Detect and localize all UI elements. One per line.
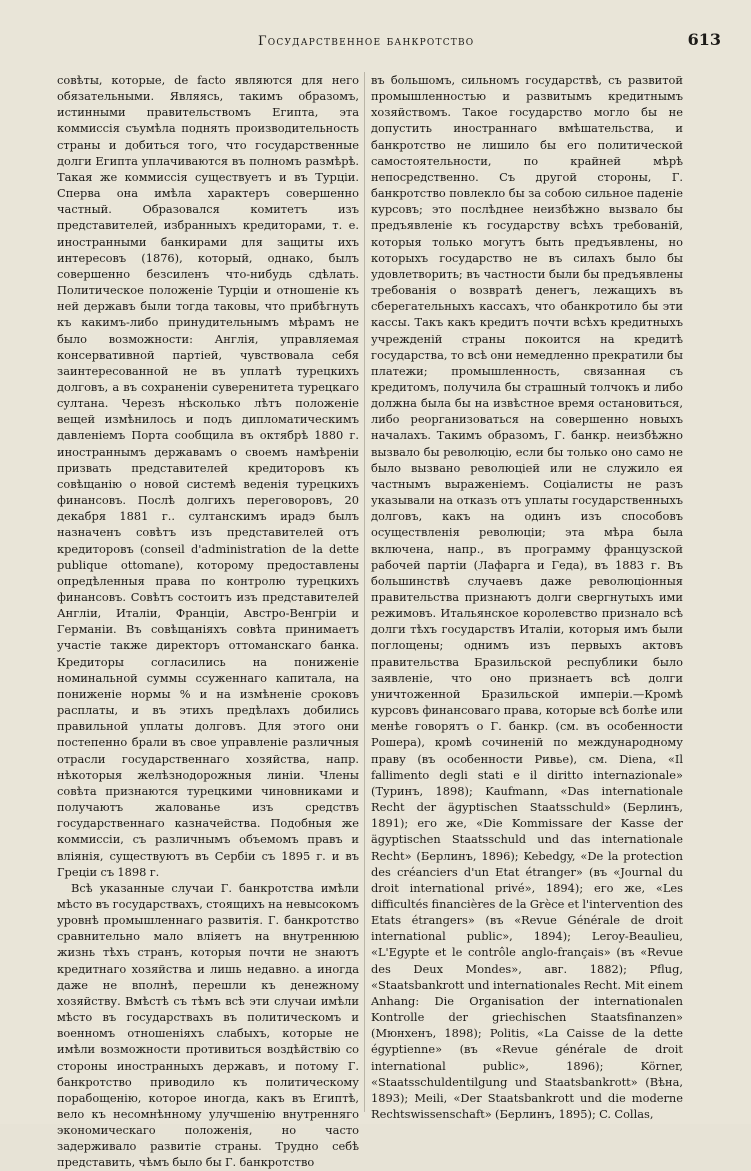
left-column (57, 72, 359, 1171)
left-paragraph-2: Всѣ указанные случаи Г. банкротства имѣли мѣсто въ государствахъ, стоящихъ на невысокомъ уровнѣ промышленнаго развитія. Г. банкротство сравнительно мало вліяетъ на внутреннюю жизнь тѣхъ странъ, которыя почти не знаютъ кредитнаго хозяйства и лишь недавно. а иногда даже не вполнѣ, перешли къ денежному хозяйству. Вмѣстѣ съ тѣмъ всѣ эти случаи имѣли мѣсто въ государствахъ въ политическомъ и военномъ отношеніяхъ слабыхъ, которые не имѣли возможности противиться воздѣйствію со стороны иностранныхъ державъ, и потому Г. банкротство приводило къ политическому порабощенію, которое иногда, какъ въ Египтѣ, вело къ несомнѣнному улучшенію внутренняго экономическаго положенія, но часто задерживало развитіе страны. Трудно себѣ представить, чѣмъ было бы Г. банкротство (57, 880, 359, 1170)
right-column (371, 72, 683, 1122)
left-paragraph-1: совѣты, которые, de facto являются для него обязательными. Являясь, такимъ образомъ, истинными правительствомъ Египта, эта коммиссія съумѣла поднять производительность страны и добиться того, что государственные долги Египта уплачиваются въ полномъ размѣрѣ. Такая же коммиссія существуетъ и въ Турціи. Сперва она имѣла характеръ совершенно частный. Образовался комитетъ изъ представителей, избранныхъ кредиторами, т. е. иностранными банкирами для защиты ихъ интересовъ (1876), который, однако, былъ совершенно безсиленъ что-нибудь сдѣлать. Политическое положеніе Турціи и отношеніе къ ней державъ были тогда таковы, что прибѣгнуть къ какимъ-либо принудительнымъ мѣрамъ не было возможности: Англія, управляемая консервативной партіей, чувствовала себя заинтересованной не въ уплатѣ турецкихъ долговъ, а въ сохраненіи суверенитета турецкаго султана. Черезъ нѣсколько лѣтъ положеніе вещей измѣнилось и подъ дипломатическимъ давленіемъ Порта сообщила въ октябрѣ 1880 г. иностраннымъ державамъ о своемъ намѣреніи призвать представителей кредиторовъ къ совѣщанію о новой системѣ веденія турецкихъ финансовъ. Послѣ долгихъ переговоровъ, 20 декабря 1881 г.. султанскимъ ирадэ былъ назначенъ совѣтъ изъ представителей отъ кредиторовъ (conseil d'administration de la dette publique ottomane), которому предоставлены опредѣленныя права по контролю турецкихъ финансовъ. Совѣтъ состоитъ изъ представителей Англіи, Италіи, Франціи, Австро-Венгріи и Германіи. Въ совѣщаніяхъ совѣта принимаетъ участіе также директоръ оттоманскаго банка. Кредиторы согласились на пониженіе номинальной суммы ссуженнаго капитала, на пониженіе нормы % и на измѣненіе сроковъ расплаты, и въ этихъ предѣлахъ добились правильной уплаты долговъ. Для этого они постепенно брали въ свое управленіе различныя отрасли государственнаго хозяйства, напр. нѣкоторыя желѣзнодорожныя линіи. Члены совѣта признаются турецкими чиновниками и получаютъ жалованье изъ средствъ государственнаго казначейства. Подобныя же коммиссіи, съ различнымъ объемомъ правъ и вліянія, существуютъ въ Сербіи съ 1895 г. и въ Греціи съ 1898 г. (57, 73, 359, 879)
running-title: Государственное банкротство (258, 34, 475, 49)
running-header (0, 14, 751, 49)
page-number: 613 (687, 30, 721, 49)
right-paragraph-1: въ большомъ, сильномъ государствѣ, съ развитой промышленностью и развитымъ кредитнымъ хозяйствомъ. Такое государство могло бы не допустить иностраннаго вмѣшательства, и банкротство не лишило бы его политической самостоятельности, по крайней мѣрѣ непосредственно. Съ другой стороны, Г. банкротство повлекло бы за собою сильное паденіе курсовъ; это послѣднее неизбѣжно вызвало бы предъявленіе къ государству всѣхъ требованій, которыя только могутъ быть предъявлены, но которыхъ государство не въ силахъ было бы удовлетворить; въ частности были бы предъявлены требованія о возвратѣ денегъ, лежащихъ въ сберегательныхъ кассахъ, что обанкротило бы эти кассы. Такъ какъ кредитъ почти всѣхъ кредитныхъ учрежденій страны покоится на кредитѣ государства, то всѣ они немедленно прекратили бы платежи; промышленность, связанная съ кредитомъ, получила бы страшный толчокъ и либо должна была бы на извѣстное время остановиться, либо реорганизоваться на совершенно новыхъ началахъ. Такимъ образомъ, Г. банкр. неизбѣжно вызвало бы революцію, если бы только оно само не было вызвано революціей или не служило ея частнымъ выраженіемъ. Соціалисты не разъ указывали на отказъ отъ уплаты государственныхъ долговъ, какъ на одинъ изъ способовъ осуществленія революціи; эта мѣра была включена, напр., въ программу французской рабочей партіи (Лафарга и Геда), въ 1883 г. Въ большинствѣ случаевъ даже революціонныя правительства признаютъ долги свергнутыхъ ими режимовъ. Итальянское королевство признало всѣ долги тѣхъ государствъ Италіи, которыя имъ были поглощены; однимъ изъ первыхъ актовъ правительства Бразильской республики было заявленіе, что оно признаетъ всѣ долги уничтоженной Бразильской имперіи.—Кромѣ курсовъ финансоваго права, которые всѣ болѣе или менѣе говорятъ о Г. банкр. (см. въ особенности Рошера), кромѣ сочиненій по международному праву (въ особенности Ривье), см. Diena, «Il fallimento degli stati e il diritto internazionale» (Туринъ, 1898); Kaufmann, «Das internationale Recht der ägyptischen Staatsschuld» (Берлинъ, 1891); его же, «Die Kommissare der Kasse der ägyptischen Staatsschuld und das internationale Recht» (Берлинъ, 1896); Kebedgy, «De la protection des créanciers d'un Etat étranger» (въ «Journal du droit international privé», 1894); его же, «Les difficultés financières de la Grèce et l'intervention des Etats étrangers» (въ «Revue Générale de droit international public», 1894); Leroy-Beaulieu, «L'Egypte et le contrôle anglo-français» (въ «Revue des Deux Mondes», авг. 1882); Pflug, «Staatsbankrott und internationales Recht. Mit einem Anhang: Die Organisation der internationalen Kontrolle der griechischen Staatsfinanzen» (Мюнхенъ, 1898); Politis, «La Caisse de la dette égyptienne» (въ «Revue générale de droit international public», 1896); Körner, «Staatsschuldentilgung und Staatsbankrott» (Вѣна, 1893); Meili, «Der Staatsbankrott und die moderne Rechtswissenschaft» (Берлинъ, 1895); C. Collas, (371, 73, 683, 1121)
column-divider (364, 72, 365, 1112)
